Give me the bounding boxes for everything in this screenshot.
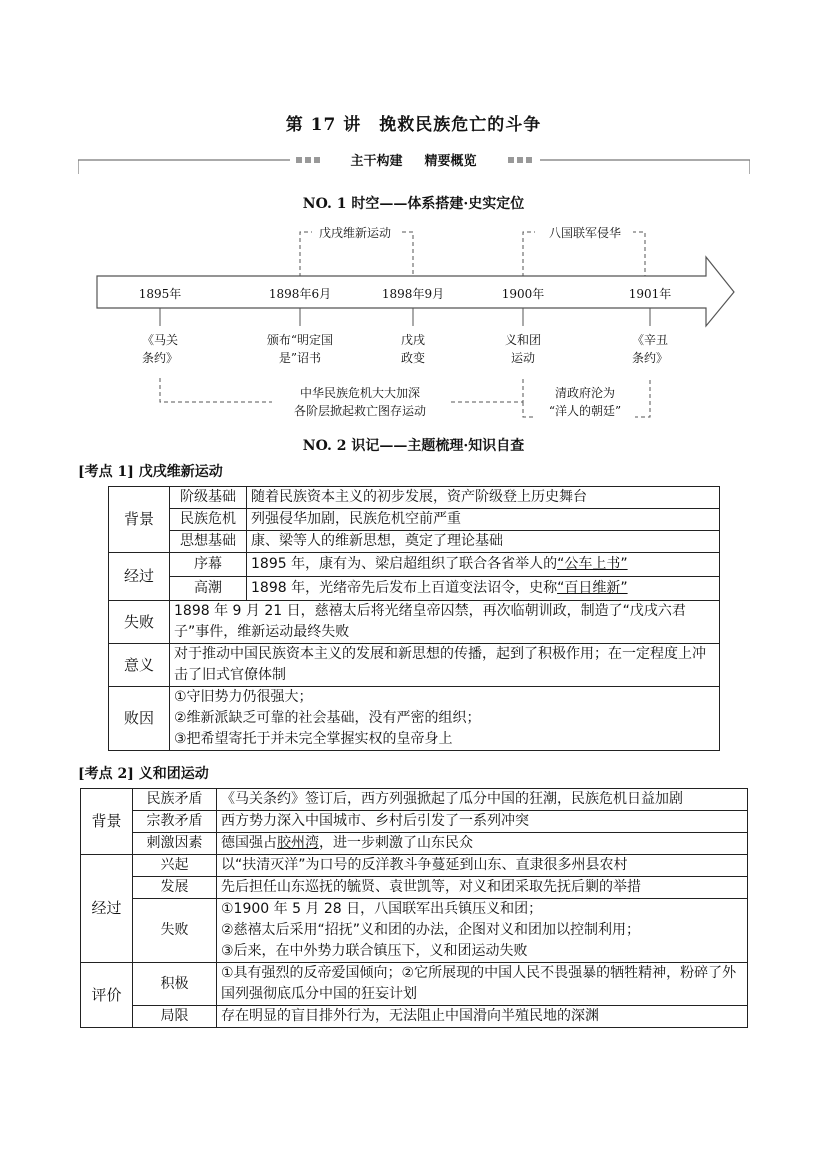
timeline-summary: 中华民族危机大大加深 各阶层掀起救亡图存运动 (293, 386, 426, 418)
table-row: 经过 序幕 1895 年，康有为、梁启超组织了联合各省举人的“公车上书” (109, 553, 720, 577)
timeline-group-label: 戊戌维新运动 (318, 226, 391, 240)
timeline-event: 颁布“明定国 是”诏书 (266, 333, 334, 365)
table-row: 刺激因素 德国强占胶州湾，进一步刺激了山东民众 (81, 833, 748, 855)
timeline-event: 戊戌 政变 (400, 333, 425, 365)
table-row: 背景 民族矛盾 《马关条约》签订后，西方列强掀起了瓜分中国的狂潮，民族危机日益加剧 (81, 789, 748, 811)
timeline-event: 义和团 运动 (504, 333, 541, 365)
section1-title: NO. 1 时空——体系搭建·史实定位 (302, 196, 525, 212)
kaodian1-label: [考点 1] 戊戌维新运动 (78, 464, 223, 480)
timeline-year: 1898年9月 (381, 287, 445, 301)
timeline-year: 1900年 (501, 287, 545, 301)
timeline-year: 1895年 (138, 287, 182, 301)
table-row: 高潮 1898 年，光绪帝先后发布上百道变法诏令，史称“百日维新” (109, 577, 720, 601)
table-row: 宗教矛盾 西方势力深入中国城市、乡村后引发了一系列冲突 (81, 811, 748, 833)
table-row: 败因 ①守旧势力仍很强大； ②维新派缺乏可靠的社会基础，没有严密的组织； ③把希望寄托于并未完全掌握实权的皇帝身上 (109, 687, 720, 751)
table-row: 意义 对于推动中国民族资本主义的发展和新思想的传播，起到了积极作用；在一定程度上冲击了旧式官僚体制 (109, 644, 720, 687)
section2-title: NO. 2 识记——主题梳理·知识自查 (302, 438, 525, 454)
table-row: 局限 存在明显的盲目排外行为，无法阻止中国滑向半殖民地的深渊 (81, 1006, 748, 1028)
table-row: 失败 ①1900 年 5 月 28 日，八国联军出兵镇压义和团； ②慈禧太后采用“招抚”义和团的办法，企图对义和团加以控制利用； ③后来，在中外势力联合镇压下，义和团运动失败 (81, 899, 748, 963)
table-row: 思想基础 康、梁等人的维新思想，奠定了理论基础 (109, 531, 720, 553)
kaodian1-table (108, 486, 720, 751)
timeline-summary: 清政府沦为 “洋人的朝廷” (548, 386, 622, 418)
table-row: 民族危机 列强侵华加剧，民族危机空前严重 (109, 509, 720, 531)
table-row: 背景 阶级基础 随着民族资本主义的初步发展，资产阶级登上历史舞台 (109, 487, 720, 509)
table-row: 发展 先后担任山东巡抚的毓贤、袁世凯等，对义和团采取先抚后剿的举措 (81, 877, 748, 899)
table-row: 失败 1898 年 9 月 21 日，慈禧太后将光绪皇帝囚禁，再次临朝训政，制造了“戊戌六君子”事件，维新运动最终失败 (109, 601, 720, 644)
kaodian2-table (80, 788, 748, 1028)
kaodian2-label: [考点 2] 义和团运动 (78, 766, 209, 782)
timeline-group-label: 八国联军侵华 (548, 226, 621, 240)
page-title: 第 17 讲 挽救民族危亡的斗争 (285, 115, 542, 135)
timeline-event: 《马关 条约》 (141, 333, 178, 365)
banner-label: 主干构建 精要概览 (350, 154, 477, 169)
table-row: 经过 兴起 以“扶清灭洋”为口号的反洋教斗争蔓延到山东、直隶很多州县农村 (81, 855, 748, 877)
timeline-event: 《辛丑 条约》 (631, 333, 668, 365)
table-row: 评价 积极 ①具有强烈的反帝爱国倾向；②它所展现的中国人民不畏强暴的牺牲精神，粉碎了外国列强彻底瓜分中国的狂妄计划 (81, 963, 748, 1006)
timeline-year: 1901年 (628, 287, 672, 301)
timeline-year: 1898年6月 (268, 287, 332, 301)
